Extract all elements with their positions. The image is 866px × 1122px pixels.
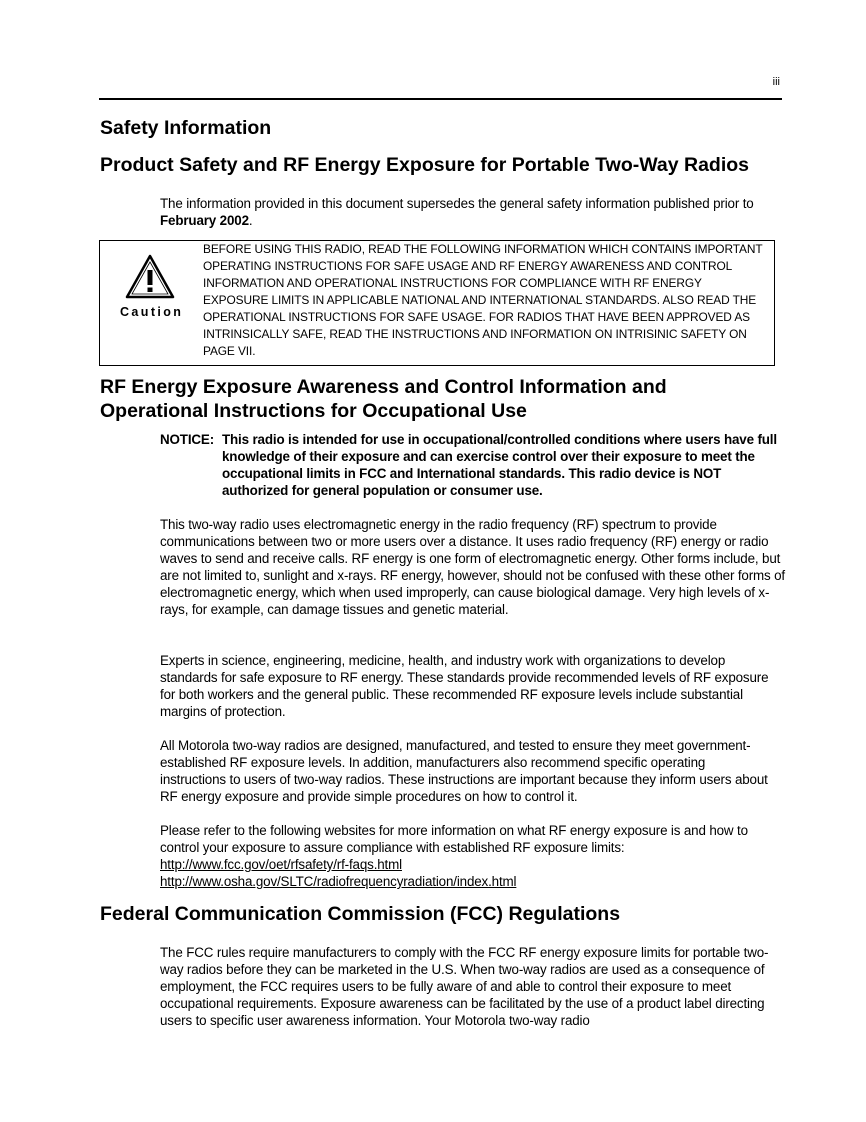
notice-text: This radio is intended for use in occupational/controlled conditions where users have full knowledge of their exposure and can exercise control over their exposure to meet the occupational limits in FCC and International standards. This radio device is NOT authorized for general population or consumer use. <box>222 432 777 498</box>
notice-block <box>160 431 785 499</box>
caution-warning-icon <box>124 253 176 299</box>
paragraph-motorola-radios: All Motorola two-way radios are designed, manufactured, and tested to ensure they meet government-established RF exposure levels. In addition, manufacturers also recommend specific operating instructions to users of two-way radios. These instructions are important because they inform users about RF energy exposure and provide simple procedures on how to control it. <box>160 738 768 804</box>
heading-product-safety: Product Safety and RF Energy Exposure for Portable Two-Way Radios <box>100 154 750 176</box>
notice-label: NOTICE: <box>160 432 214 447</box>
intro-text: The information provided in this document supersedes the general safety information published prior to <box>160 196 754 211</box>
caution-text: BEFORE USING THIS RADIO, READ THE FOLLOWING INFORMATION WHICH CONTAINS IMPORTANT OPERATING INSTRUCTIONS FOR SAFE USAGE AND RF ENERGY AWARENESS AND CONTROL INFORMATION AND OPERATIONAL INSTRUCTIONS FOR COMPLIANCE WITH RF ENERGY EXPOSURE LIMITS IN APPLICABLE NATIONAL AND INTERNATIONAL STANDARDS. ALSO READ THE OPERATIONAL INSTRUCTIONS FOR SAFE USAGE. FOR RADIOS THAT HAVE BEEN APPROVED AS INTRINSICALLY SAFE, READ THE INSTRUCTIONS AND INFORMATION ON INTRISINIC SAFETY ON PAGE VII. <box>203 242 763 358</box>
paragraph-rf-energy-intro: This two-way radio uses electromagnetic energy in the radio frequency (RF) spectrum to provide communications between two or more users over a distance. It uses radio frequency (RF) energy or radio waves to send and receive calls. RF energy is one form of electromagnetic energy. Other forms include, but are not limited to, sunlight and x-rays. RF energy, however, should not be confused with these other forms of electromagnetic energy, which when used improperly, can cause biological damage. Very high levels of x-rays, for example, can damage tissues and genetic material. <box>160 517 786 617</box>
heading-safety-information: Safety Information <box>100 117 272 139</box>
heading-rf-energy-exposure: RF Energy Exposure Awareness and Control Information and Operational Instructions for Occupational Use <box>100 376 667 422</box>
intro-date: February 2002 <box>160 213 249 228</box>
header-rule <box>99 98 782 100</box>
heading-fcc-regulations: Federal Communication Commission (FCC) Regulations <box>100 903 621 925</box>
caution-label: Caution <box>120 305 184 319</box>
intro-paragraph <box>160 195 770 229</box>
link-osha-rf-radiation[interactable]: http://www.osha.gov/SLTC/radiofrequencyradiation/index.html <box>160 874 517 889</box>
intro-period: . <box>248 213 253 228</box>
paragraph-experts: Experts in science, engineering, medicine, health, and industry work with organizations to develop standards for safe exposure to RF energy. These standards provide recommended levels of RF exposure for both workers and the general public. These recommended RF exposure levels include substantial margins of protection. <box>160 653 769 719</box>
paragraph-websites: Please refer to the following websites for more information on what RF energy exposure is and how to control your exposure to assure compliance with established RF exposure limits: <box>160 823 748 855</box>
caution-box <box>99 240 775 366</box>
page-number: iii <box>772 76 780 88</box>
paragraph-fcc-rules: The FCC rules require manufacturers to comply with the FCC RF energy exposure limits for portable two-way radios before they can be marketed in the U.S. When two-way radios are used as a consequence of employment, the FCC requires users to be fully aware of and able to control their exposure to meet occupational requirements. Exposure awareness can be facilitated by the use of a product label directing users to specific user awareness information. Your Motorola two-way radio <box>160 945 769 1028</box>
link-fcc-rf-safety[interactable]: http://www.fcc.gov/oet/rfsafety/rf-faqs.html <box>160 857 402 872</box>
websites-block <box>160 822 785 890</box>
